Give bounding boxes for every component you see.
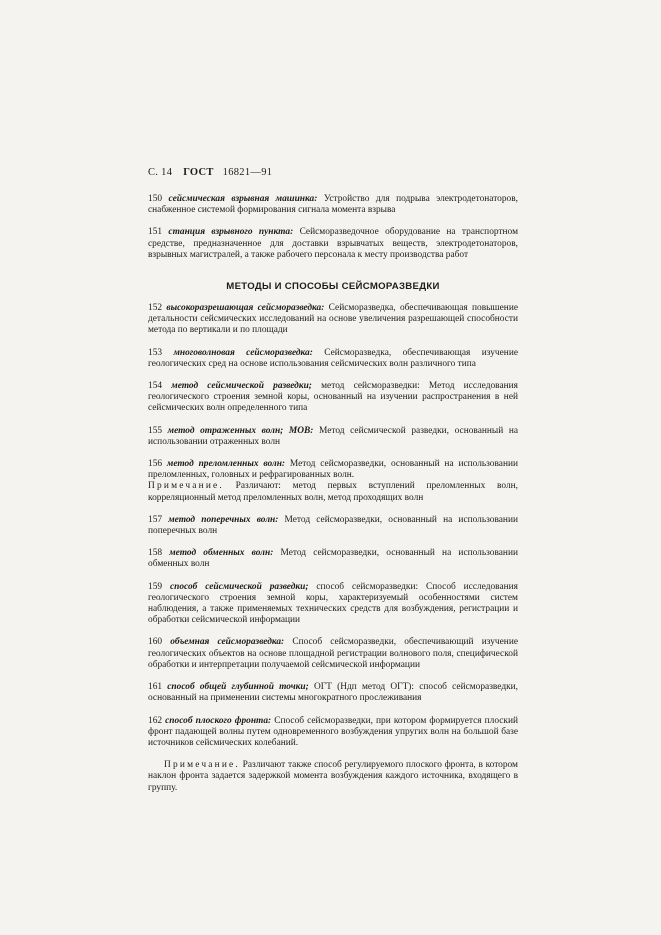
term-entry-152	[148, 303, 518, 337]
term-entry-153	[148, 348, 518, 370]
entry-term: способ общей глубинной точки;	[167, 682, 309, 693]
term-entry-161	[148, 682, 518, 704]
entry-number: 153	[148, 347, 163, 358]
entry-term: метод преломленных волн:	[166, 459, 286, 470]
note-text: Различают также способ регулируемого плоского фронта, в котором наклон фронта задается задержкой момента возбуждения каждого источника, входящего в группу.	[148, 760, 518, 793]
entry-term: высокоразрешающая сейсморазведка:	[166, 303, 325, 314]
entry-definition: Метод сейсморазведки, основанный на использовании обменных волн	[148, 548, 518, 570]
final-note	[148, 760, 518, 794]
entry-term: способ плоского фронта:	[165, 715, 272, 726]
entries-column	[148, 183, 518, 794]
entry-definition: Сейсморазведочное оборудование на транспортном средстве, предназначенное для доставки взрывчатых веществ, электродетонаторов, взрывных магистралей, а также рабочего персонала к месту производства работ	[148, 227, 518, 260]
entry-definition: метод сейсморазведки: Метод исследования геологического строения земной коры, основанный на изучении распространения в ней сейсмических волн определенного типа	[148, 381, 518, 414]
term-entry-155	[148, 426, 518, 448]
entry-definition: ОГТ (Ндп метод ОГТ): способ сейсморазведки, основанный на применении системы многократного прослеживания	[148, 682, 519, 704]
page-header	[148, 167, 272, 178]
term-entry-162	[148, 716, 518, 750]
standard-number: 16821—91	[222, 167, 273, 178]
entry-number: 151	[148, 227, 163, 238]
entry-definition: Сейсморазведка, обеспечивающая повышение детальности сейсмических исследований на основе увеличения разрешающей способности метода по вертикали и по площади	[148, 303, 518, 336]
entry-number: 161	[148, 682, 163, 693]
entry-term: многоволновая сейсморазведка:	[173, 347, 313, 358]
entry-term: метод отраженных волн; МОВ:	[167, 425, 314, 436]
term-entry-157	[148, 515, 518, 537]
note-156	[148, 481, 518, 503]
entry-term: метод поперечных волн:	[168, 514, 279, 525]
note-label: Примечание.	[148, 481, 224, 492]
entry-number: 159	[148, 581, 163, 592]
entry-definition: Способ сейсморазведки, при котором формируется плоский фронт падающей волны путем одновременного возбуждения упругих волн на большой базе источников сейсмических колебаний.	[148, 715, 518, 748]
entry-number: 155	[148, 425, 163, 436]
entry-term: объемная сейсморазведка:	[170, 637, 285, 648]
entry-number: 162	[148, 715, 163, 726]
entry-definition: Метод сейсморазведки, основанный на использовании поперечных волн	[148, 514, 518, 537]
section-title: МЕТОДЫ И СПОСОБЫ СЕЙСМОРАЗВЕДКИ	[226, 281, 440, 293]
entry-number: 152	[148, 303, 163, 314]
note-text: Различают: метод первых вступлений преломленных волн, корреляционный метод преломленных волн, метод проходящих волн	[148, 481, 518, 503]
entry-definition: Способ сейсморазведки, обеспечивающий изучение геологических объектов на основе площадной регистрации волнового поля, специфической обработки и интерпретации получаемой сейсмической информации	[148, 637, 518, 670]
entry-number: 158	[148, 548, 163, 559]
entry-number: 150	[148, 194, 163, 204]
term-entry-151	[148, 227, 518, 261]
entry-definition: способ сейсморазведки: Способ исследования геологического строения земной коры, характеризуемый особенностями систем наблюдения, а также применяемых технических средств для возбуждения, регистрации и обработки сейсмической информации	[148, 581, 518, 626]
entry-term: метод сейсмической разведки;	[171, 381, 312, 392]
gost-label: ГОСТ	[183, 167, 214, 178]
entry-number: 156	[148, 459, 163, 470]
term-entry-150	[148, 194, 518, 216]
entry-number: 154	[148, 381, 163, 392]
term-entry-160	[148, 637, 518, 671]
term-entry-154	[148, 381, 518, 415]
entry-term: станция взрывного пункта:	[168, 227, 294, 238]
entry-definition: Устройство для подрыва электродетонаторов, снабженное системой формирования сигнала момента взрыва	[148, 194, 518, 216]
term-entry-156	[148, 459, 518, 481]
note-label: Примечание.	[164, 760, 240, 771]
entry-term: способ сейсмической разведки;	[169, 581, 309, 592]
page-number: С. 14	[148, 167, 173, 178]
term-entry-159	[148, 582, 518, 627]
entry-number: 160	[148, 637, 163, 648]
entry-term: метод обменных волн:	[169, 548, 274, 559]
term-entry-158	[148, 548, 518, 570]
entry-number: 157	[148, 514, 163, 525]
entry-definition: Метод сейсмической разведки, основанный на использовании отраженных волн	[148, 425, 518, 447]
entry-term: сейсмическая взрывная машинка:	[168, 194, 318, 204]
entry-definition: Сейсморазведка, обеспечивающая изучение геологических сред на основе использования сейсмических волн различного типа	[148, 347, 518, 369]
entry-definition: Метод сейсморазведки, основанный на использовании преломленных, головных и рефрагированных волн.	[148, 459, 519, 481]
